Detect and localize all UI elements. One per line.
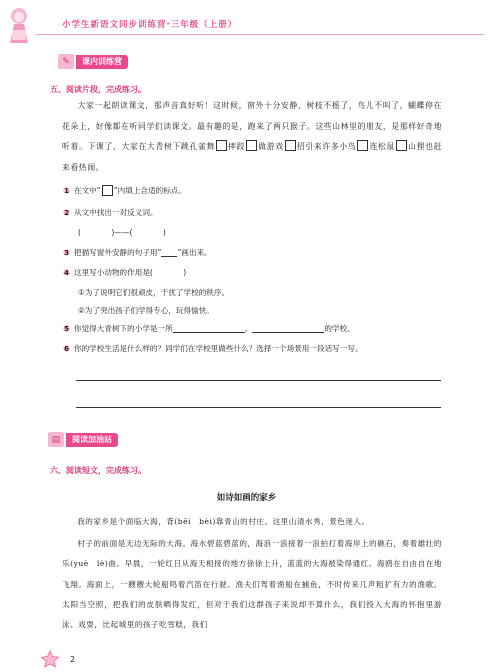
badge-inclass-training bbox=[58, 54, 128, 69]
badge-inclass-label: 课内训练营 bbox=[76, 55, 128, 69]
story-title: 如诗如画的家乡 bbox=[216, 493, 277, 503]
question-2: 2 从文中找出一对反义词。 bbox=[62, 207, 158, 218]
badge-reading-station bbox=[48, 432, 118, 447]
question-number: 4 bbox=[62, 268, 71, 277]
underline-sample bbox=[161, 248, 177, 257]
question-number: 5 bbox=[62, 324, 71, 333]
answer-blank[interactable] bbox=[252, 324, 324, 333]
writing-line[interactable] bbox=[76, 407, 441, 408]
question-number: 1 bbox=[62, 186, 71, 195]
story-paragraph-2: 村子的前面是无边无际的大海。海水碧蓝碧蓝的，海浪一浪接着一浪拍打着海岸上的礁石，奏着雄壮的乐(yuè lè)曲。早晨，一轮红日从海天相接的地方徐徐上升，蓝蓝的大海被染得通红。海鸥在自由自在地飞翔。海面上，一艘艘大轮船鸣着汽笛在行驶。渔夫们驾着渔船在捕鱼，不时传来几声粗犷有力的渔歌。太阳当空照，把我们的皮肤晒得发红，但对于我们这群孩子来说却不算什么，我们投入大海的怀抱里游泳、戏耍，比起城里的孩子吃雪糕，我们 bbox=[62, 539, 442, 630]
question-3: 3 把描写窗外安静的句子用“ ”画出来。 bbox=[62, 247, 212, 258]
sample-box bbox=[102, 185, 113, 196]
punctuation-box[interactable] bbox=[246, 140, 257, 151]
section5-heading: 五、阅读片段，完成练习。 bbox=[50, 85, 146, 94]
question-4: 4 这里写小动物的作用是( ) bbox=[62, 267, 186, 278]
punctuation-box[interactable] bbox=[285, 140, 296, 151]
page-number: 2 bbox=[70, 655, 76, 664]
book-icon: ✎ bbox=[58, 54, 74, 69]
girl-mascot-icon bbox=[6, 6, 32, 44]
question-number: 2 bbox=[62, 208, 71, 217]
antonym-answer-blanks[interactable]: ( )——( ) bbox=[78, 228, 166, 237]
question-1: 1 在文中“ ”内填上合适的标点。 bbox=[62, 185, 186, 196]
punctuation-box[interactable] bbox=[396, 140, 407, 151]
writing-line[interactable] bbox=[76, 380, 441, 381]
book-icon: ▤ bbox=[48, 432, 64, 447]
badge-reading-label: 阅读加油站 bbox=[66, 433, 118, 447]
punctuation-box[interactable] bbox=[216, 140, 227, 151]
question-5: 5 你觉得大青树下的小学是一所 、 的学校。 bbox=[62, 323, 355, 334]
option-2[interactable]: ②为了突出孩子们学得专心，玩得愉快。 bbox=[78, 306, 214, 315]
section6-heading: 六、阅读短文，完成练习。 bbox=[50, 466, 146, 475]
book-title: 小学生新语文同步训练营·三年级（上册） bbox=[62, 20, 238, 30]
star-icon bbox=[40, 650, 60, 668]
question-6: 6 你的学校生活是什么样的？同学们在学校里做些什么？选择一个场景用一段话写一写。 bbox=[62, 343, 363, 354]
answer-blank[interactable] bbox=[173, 324, 245, 333]
story-paragraph-1: 我的家乡是个面临大海，背(bēi bèi)靠青山的村庄。这里山清水秀，景色迷人。 bbox=[77, 517, 370, 526]
header-divider bbox=[36, 34, 484, 35]
question-number: 3 bbox=[62, 248, 71, 257]
question-number: 6 bbox=[62, 344, 71, 353]
option-1[interactable]: ①为了说明它们很顽皮，干扰了学校的秩序。 bbox=[78, 288, 230, 297]
section5-passage: 大家一起朗读课文，那声音真好听！这时候，窗外十分安静，树枝不摇了，鸟儿不叫了，蝴蝶停在花朵上，好像都在听同学们读课文。最有趣的是，跑来了两只猴子。这些山林里的朋友，是那样好奇地听着。下课了，大家在大青树下跳孔雀舞 摔跤 做游戏 招引来许多小鸟 连松鼠 山狸也赶来看热闹。 bbox=[62, 101, 442, 172]
punctuation-box[interactable] bbox=[357, 140, 368, 151]
